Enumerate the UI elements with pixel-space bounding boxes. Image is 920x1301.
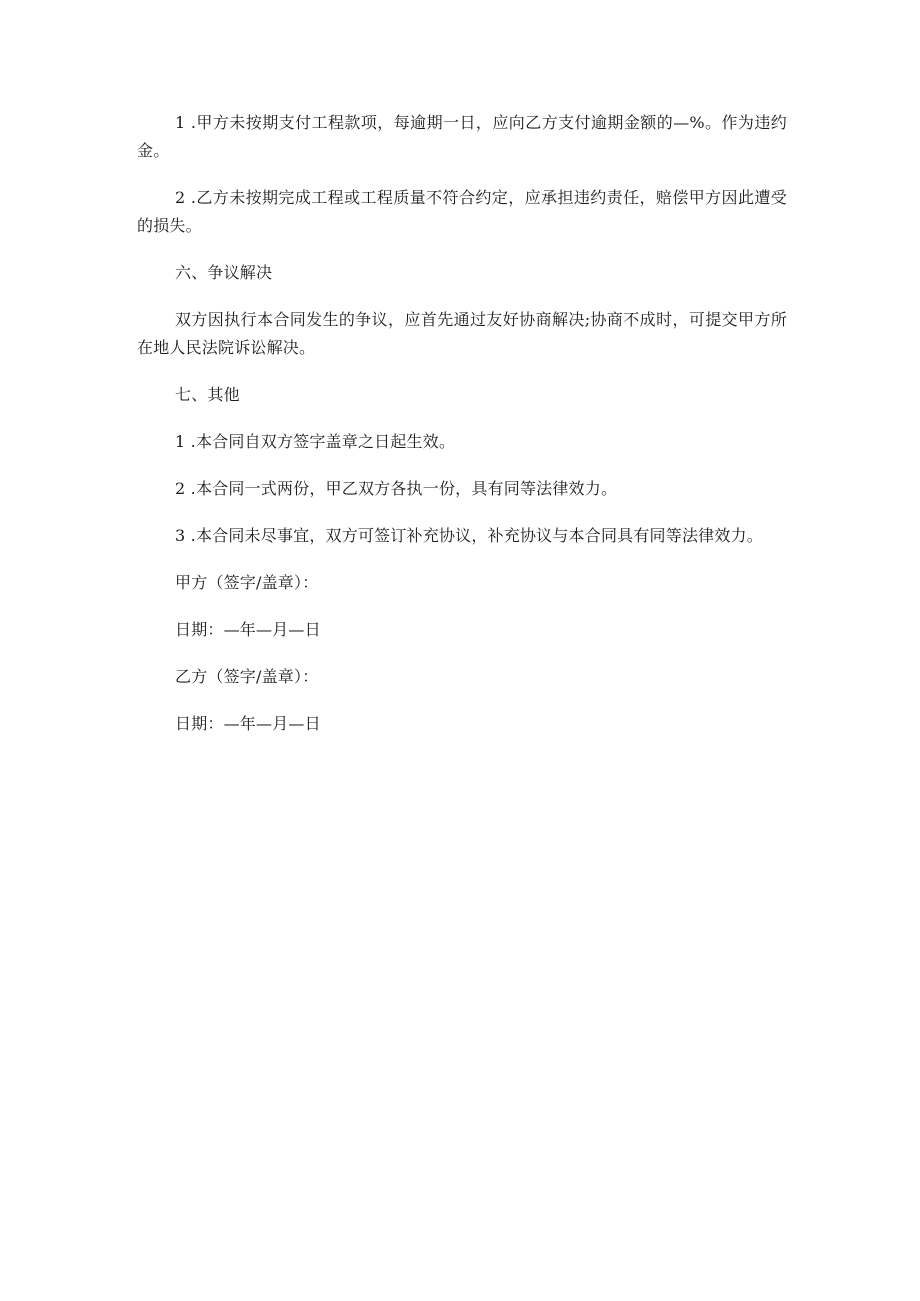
document-body [137,109,787,757]
party-b-signature-label: 乙方（签字/盖章）： [175,667,319,686]
clause-effective: 1 .本合同自双方签字盖章之日起生效。 [175,432,456,451]
section-heading-other: 七、其他 [175,385,240,404]
clause-breach-party-b: 2 .乙方未按期完成工程或工程质量不符合约定，应承担违约责任，赔偿甲方因此遭受的损失。 [137,188,787,235]
party-a-date: 日期：—年—月—日 [175,620,321,639]
clause-breach-party-a: 1 .甲方未按期支付工程款项，每逾期一日，应向乙方支付逾期金额的—%。作为违约金。 [137,113,787,160]
party-a-signature-label: 甲方（签字/盖章）： [175,573,319,592]
clause-dispute-resolution: 双方因执行本合同发生的争议，应首先通过友好协商解决;协商不成时，可提交甲方所在地人民法院诉讼解决。 [137,310,787,357]
section-heading-dispute: 六、争议解决 [175,263,273,282]
party-b-date: 日期：—年—月—日 [175,714,321,733]
clause-copies: 2 .本合同一式两份，甲乙双方各执一份，具有同等法律效力。 [175,479,618,498]
clause-supplement: 3 .本合同未尽事宜，双方可签订补充协议，补充协议与本合同具有同等法律效力。 [175,526,763,545]
